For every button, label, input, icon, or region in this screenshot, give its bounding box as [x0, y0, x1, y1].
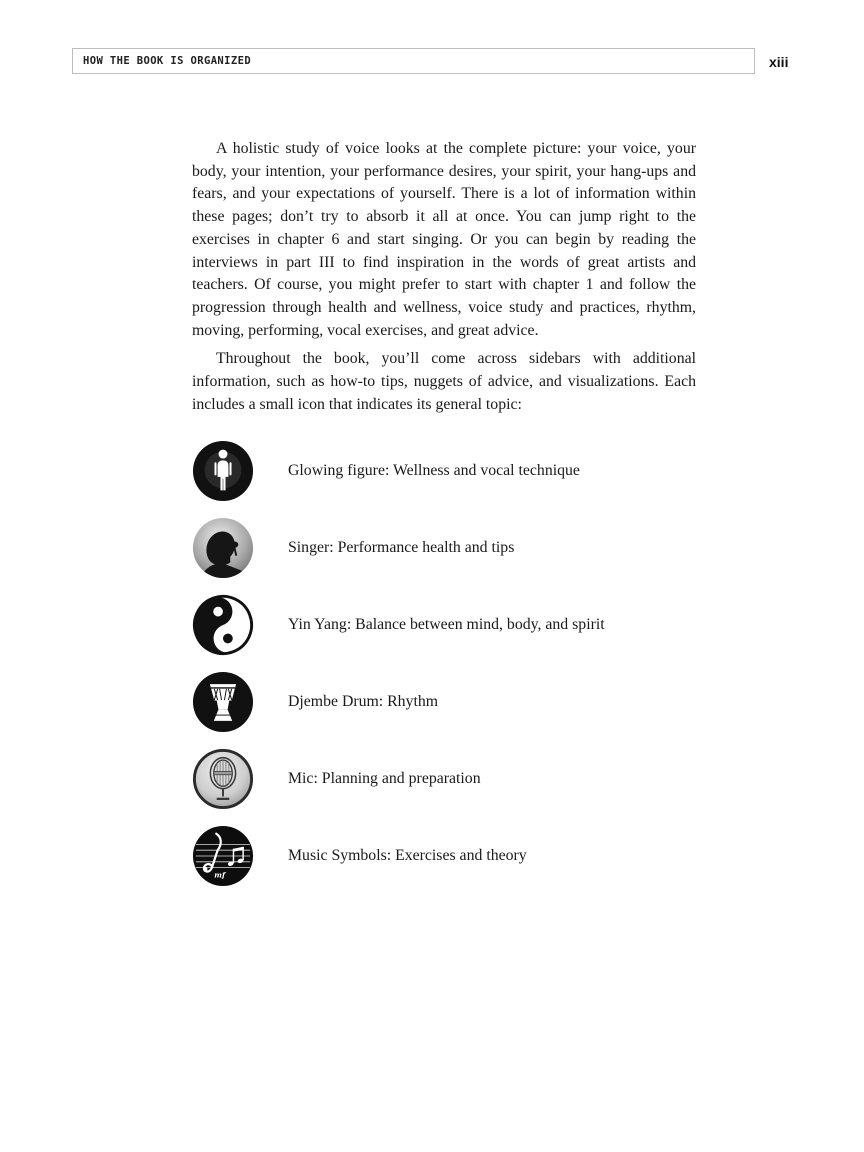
legend-item — [192, 440, 696, 502]
glowing-figure-icon — [192, 440, 254, 502]
legend-label: Yin Yang: Balance between mind, body, and spirit — [288, 616, 605, 634]
paragraph-2: Throughout the book, you’ll come across sidebars with additional information, such as how-to tips, nuggets of advice, and visualizations. Each includes a small icon that indicates its general topic: — [192, 350, 696, 413]
legend-item — [192, 671, 696, 733]
legend-label: Glowing figure: Wellness and vocal technique — [288, 462, 580, 480]
running-head-title: HOW THE BOOK IS ORGANIZED — [83, 55, 252, 67]
microphone-icon — [192, 748, 254, 810]
yin-yang-icon — [192, 594, 254, 656]
running-head-box — [72, 48, 755, 74]
legend-label: Mic: Planning and preparation — [288, 770, 481, 788]
legend-label: Music Symbols: Exercises and theory — [288, 847, 527, 865]
page-content — [192, 138, 696, 902]
legend-label: Singer: Performance health and tips — [288, 539, 515, 557]
legend-item — [192, 748, 696, 810]
legend-label: Djembe Drum: Rhythm — [288, 693, 439, 711]
icon-legend — [192, 440, 696, 887]
music-symbols-icon — [192, 825, 254, 887]
djembe-drum-icon — [192, 671, 254, 733]
legend-item — [192, 825, 696, 887]
page-number: xiii — [769, 54, 789, 70]
legend-item — [192, 517, 696, 579]
legend-item — [192, 594, 696, 656]
paragraph-1: A holistic study of voice looks at the complete picture: your voice, your body, your intention, your performance desires, your spirit, your hang-ups and fears, and your expectations of yourself. There is a lot of information within these pages; don’t try to absorb it all at once. You can jump right to the exercises in chapter 6 and start singing. Or you can begin by reading the interviews in part III to find inspiration in the words of great artists and teachers. Of course, you might prefer to start with chapter 1 and follow the progression through health and wellness, voice study and practices, rhythm, moving, performing, vocal exercises, and great advice. — [192, 140, 696, 339]
svg-text:mf: mf — [214, 870, 226, 880]
singer-icon — [192, 517, 254, 579]
